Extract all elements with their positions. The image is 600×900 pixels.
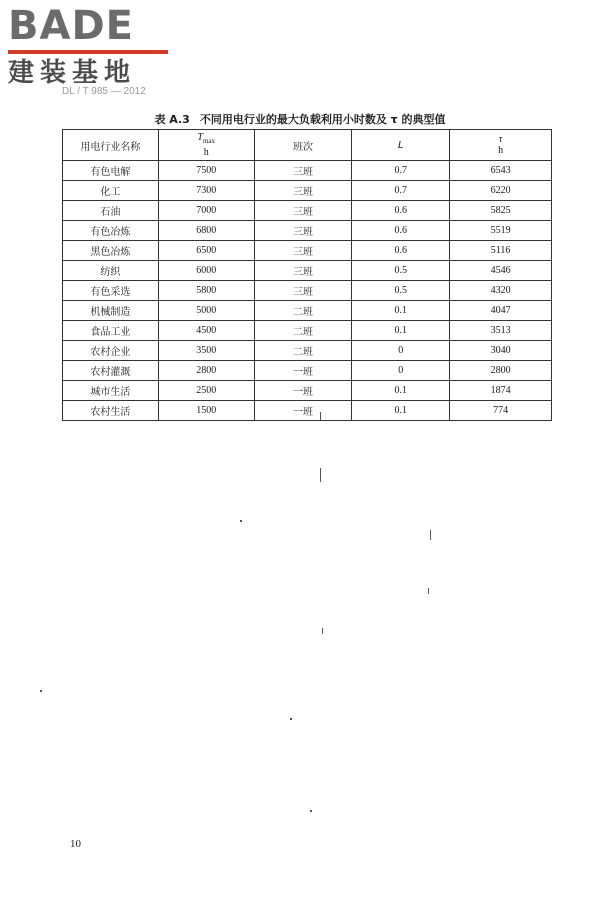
tmax-unit: h bbox=[203, 147, 209, 158]
tau-cell: 3040 bbox=[450, 341, 552, 361]
scan-speck bbox=[40, 690, 42, 692]
l-cell: 0.1 bbox=[352, 321, 450, 341]
table-number: 表 A.3 bbox=[154, 113, 190, 126]
tau-cell: 6220 bbox=[450, 181, 552, 201]
tau-cell: 4047 bbox=[450, 301, 552, 321]
tau-cell: 5825 bbox=[450, 201, 552, 221]
tau-cell: 5116 bbox=[450, 241, 552, 261]
industry-cell: 农村生活 bbox=[63, 401, 159, 421]
shift-cell: 三班 bbox=[254, 221, 352, 241]
shift-cell: 一班 bbox=[254, 361, 352, 381]
industry-cell: 有色采选 bbox=[63, 281, 159, 301]
shift-cell: 二班 bbox=[254, 321, 352, 341]
scan-speck bbox=[430, 530, 431, 540]
table-header-row bbox=[63, 130, 552, 161]
shift-cell: 三班 bbox=[254, 161, 352, 181]
tau-cell: 4320 bbox=[450, 281, 552, 301]
shift-cell: 二班 bbox=[254, 341, 352, 361]
shift-cell: 三班 bbox=[254, 261, 352, 281]
l-cell: 0.6 bbox=[352, 201, 450, 221]
tau-cell: 3513 bbox=[450, 321, 552, 341]
table-row bbox=[63, 181, 552, 201]
tmax-cell: 6000 bbox=[158, 261, 254, 281]
shift-cell: 一班 bbox=[254, 401, 352, 421]
l-cell: 0.6 bbox=[352, 241, 450, 261]
table-row bbox=[63, 321, 552, 341]
table-title: 不同用电行业的最大负载利用小时数及 τ 的典型值 bbox=[199, 113, 446, 126]
standard-number: DL / T 985 — 2012 bbox=[62, 86, 146, 97]
tau-cell: 6543 bbox=[450, 161, 552, 181]
header-tmax bbox=[158, 130, 254, 161]
header-tau bbox=[450, 130, 552, 161]
logo-accent-bar bbox=[8, 50, 168, 54]
l-cell: 0 bbox=[352, 361, 450, 381]
industry-cell: 有色冶炼 bbox=[63, 221, 159, 241]
l-cell: 0.5 bbox=[352, 261, 450, 281]
brand-logo bbox=[8, 4, 178, 88]
scan-speck bbox=[320, 412, 321, 420]
table-body bbox=[63, 161, 552, 421]
tmax-cell: 7500 bbox=[158, 161, 254, 181]
shift-cell: 一班 bbox=[254, 381, 352, 401]
tau-cell: 1874 bbox=[450, 381, 552, 401]
tau-unit: h bbox=[498, 145, 504, 156]
scan-speck bbox=[428, 588, 429, 594]
industry-cell: 化工 bbox=[63, 181, 159, 201]
shift-cell: 三班 bbox=[254, 201, 352, 221]
table-row bbox=[63, 281, 552, 301]
tmax-cell: 7300 bbox=[158, 181, 254, 201]
table-row bbox=[63, 401, 552, 421]
l-cell: 0.1 bbox=[352, 401, 450, 421]
tau-symbol: τ bbox=[498, 134, 503, 145]
l-cell: 0.1 bbox=[352, 301, 450, 321]
industry-cell: 纺织 bbox=[63, 261, 159, 281]
l-cell: 0.5 bbox=[352, 281, 450, 301]
tau-cell: 4546 bbox=[450, 261, 552, 281]
table-row bbox=[63, 221, 552, 241]
tmax-cell: 7000 bbox=[158, 201, 254, 221]
scan-speck bbox=[290, 718, 292, 720]
industry-cell: 黑色冶炼 bbox=[63, 241, 159, 261]
table-row bbox=[63, 361, 552, 381]
tmax-cell: 5000 bbox=[158, 301, 254, 321]
page-number: 10 bbox=[70, 838, 81, 850]
industry-table bbox=[62, 129, 552, 421]
industry-cell: 机械制造 bbox=[63, 301, 159, 321]
shift-cell: 三班 bbox=[254, 281, 352, 301]
header-shift: 班次 bbox=[254, 130, 352, 161]
tmax-symbol: T bbox=[197, 132, 203, 143]
tau-cell: 774 bbox=[450, 401, 552, 421]
industry-cell: 城市生活 bbox=[63, 381, 159, 401]
table-row bbox=[63, 201, 552, 221]
industry-cell: 食品工业 bbox=[63, 321, 159, 341]
l-cell: 0.1 bbox=[352, 381, 450, 401]
shift-cell: 三班 bbox=[254, 181, 352, 201]
l-cell: 0.7 bbox=[352, 161, 450, 181]
industry-cell: 农村企业 bbox=[63, 341, 159, 361]
table-row bbox=[63, 161, 552, 181]
tmax-cell: 1500 bbox=[158, 401, 254, 421]
industry-cell: 农村灌溉 bbox=[63, 361, 159, 381]
l-cell: 0 bbox=[352, 341, 450, 361]
tmax-cell: 6500 bbox=[158, 241, 254, 261]
table-row bbox=[63, 381, 552, 401]
industry-cell: 石油 bbox=[63, 201, 159, 221]
tmax-cell: 2800 bbox=[158, 361, 254, 381]
logo-subtitle: 建装基地 bbox=[8, 58, 137, 88]
table-row bbox=[63, 341, 552, 361]
l-cell: 0.7 bbox=[352, 181, 450, 201]
tmax-cell: 2500 bbox=[158, 381, 254, 401]
tau-cell: 2800 bbox=[450, 361, 552, 381]
table-row bbox=[63, 301, 552, 321]
tau-cell: 5519 bbox=[450, 221, 552, 241]
table-row bbox=[63, 241, 552, 261]
tmax-subscript: max bbox=[202, 137, 216, 145]
tmax-cell: 4500 bbox=[158, 321, 254, 341]
scan-speck bbox=[320, 468, 321, 482]
header-industry: 用电行业名称 bbox=[63, 130, 159, 161]
tmax-cell: 5800 bbox=[158, 281, 254, 301]
l-cell: 0.6 bbox=[352, 221, 450, 241]
scan-speck bbox=[240, 520, 242, 522]
table-caption bbox=[0, 111, 600, 127]
logo-text: BADE bbox=[8, 3, 134, 49]
header-l: L bbox=[352, 130, 450, 161]
table-row bbox=[63, 261, 552, 281]
tmax-cell: 6800 bbox=[158, 221, 254, 241]
shift-cell: 三班 bbox=[254, 241, 352, 261]
scan-speck bbox=[322, 628, 323, 634]
scan-speck bbox=[310, 810, 312, 812]
industry-cell: 有色电解 bbox=[63, 161, 159, 181]
shift-cell: 二班 bbox=[254, 301, 352, 321]
tmax-cell: 3500 bbox=[158, 341, 254, 361]
